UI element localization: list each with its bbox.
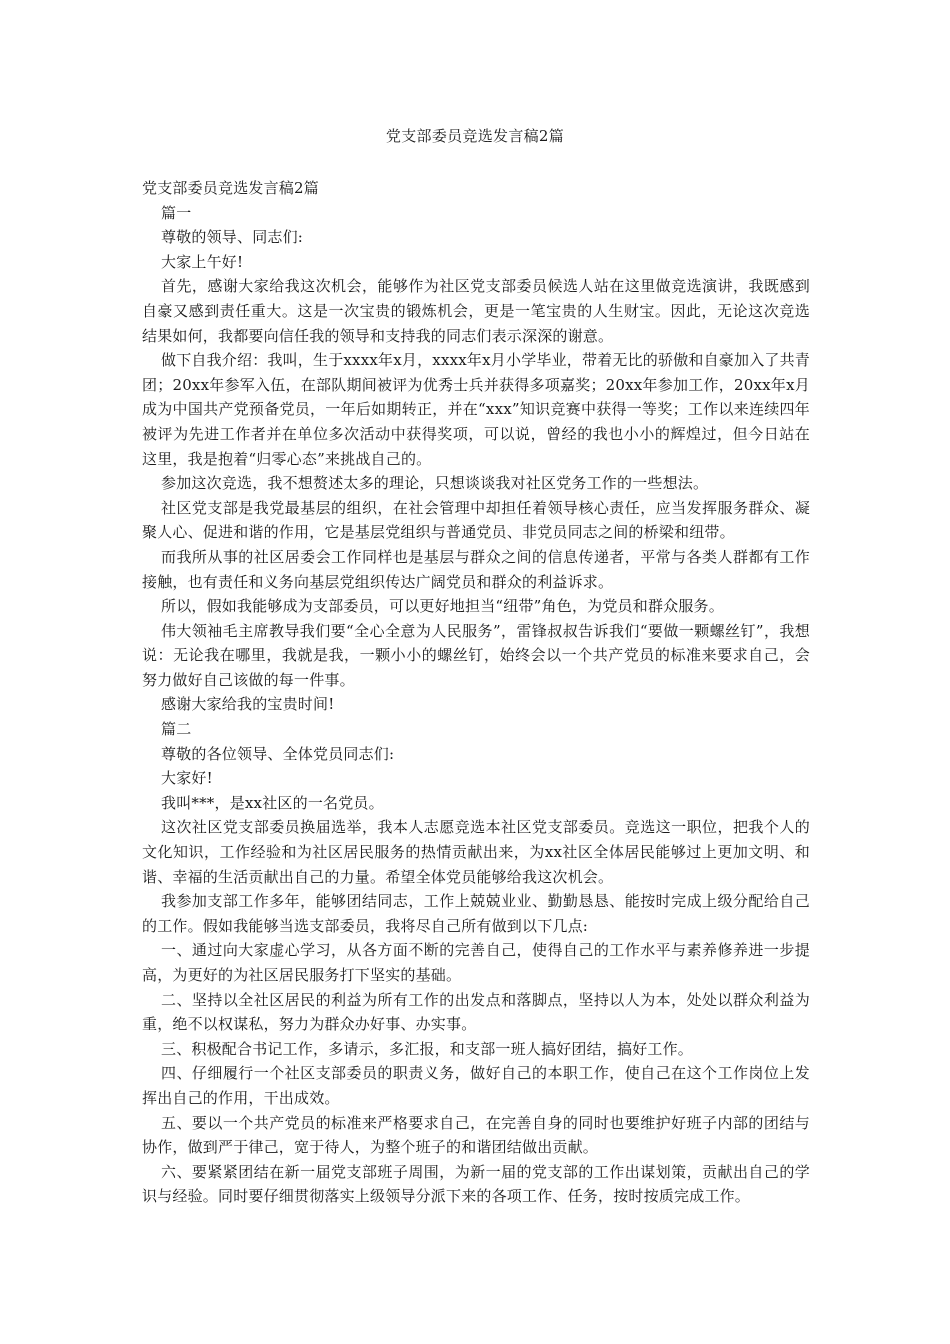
paragraph: 这次社区党支部委员换届选举，我本人志愿竞选本社区党支部委员。竞选这一职位，把我个人的文化知识，工作经验和为社区居民服务的热情贡献出来，为xx社区全体居民能够过上更加文明、和谐、幸福的生活贡献出自己的力量。希望全体党员能够给我这次机会。	[142, 818, 810, 886]
paragraph: 社区党支部是我党最基层的组织，在社会管理中却担任着领导核心责任，应当发挥服务群众、凝聚人心、促进和谐的作用，它是基层党组织与普通党员、非党员同志之间的桥梁和纽带。	[142, 498, 810, 542]
paragraph: 所以，假如我能够成为支部委员，可以更好地担当“纽带”角色，为党员和群众服务。	[161, 597, 724, 616]
salutation: 尊敬的各位领导、全体党员同志们:	[161, 744, 395, 763]
list-item: 一、通过向大家虚心学习，从各方面不断的完善自己，使得自己的工作水平与素养修养进一步提高，为更好的为社区居民服务打下坚实的基础。	[142, 941, 810, 984]
document-title: 党支部委员竞选发言稿2篇	[385, 127, 565, 145]
list-item: 二、坚持以全社区居民的利益为所有工作的出发点和落脚点，坚持以人为本，处处以群众利益为重，绝不以权谋私，努力为群众办好事、办实事。	[142, 990, 810, 1034]
list-item: 四、仔细履行一个社区支部委员的职责义务，做好自己的本职工作，使自己在这个工作岗位上发挥出自己的作用，干出成效。	[142, 1064, 810, 1107]
paragraph: 做下自我介绍：我叫，生于xxxx年x月，xxxx年x月小学毕业，带着无比的骄傲和自豪加入了共青团；20xx年参军入伍，在部队期间被评为优秀士兵并获得多项嘉奖；20xx年参加工作，20xx年x月成为中国共产党预备党员，一年后如期转正，并在“xxx”知识竞赛中获得一等奖；工作以来连续四年被评为先进工作者并在单位多次活动中获得奖项，可以说，曾经的我也小小的辉煌过，但今日站在这里，我是抱着“归零心态”来挑战自己的。	[142, 351, 810, 468]
paragraph: 我叫***，是xx社区的一名党员。	[161, 793, 384, 812]
salutation: 尊敬的领导、同志们:	[161, 228, 304, 247]
paragraph: 伟大领袖毛主席教导我们要“全心全意为人民服务”，雷锋叔叔告诉我们“要做一颗螺丝钉”，我想说：无论我在哪里，我就是我，一颗小小的螺丝钉，始终会以一个共产党员的标准来要求自己，会努力做好自己该做的每一件事。	[142, 621, 810, 689]
section-heading-1: 篇一	[161, 203, 192, 222]
document-subtitle: 党支部委员竞选发言稿2篇	[142, 179, 319, 197]
closing-line: 感谢大家给我的宝贵时间!	[161, 695, 335, 714]
paragraph: 参加这次竞选，我不想赘述太多的理论，只想谈谈我对社区党务工作的一些想法。	[161, 474, 709, 493]
paragraph: 首先，感谢大家给我这次机会，能够作为社区党支部委员候选人站在这里做竞选演讲，我既感到自豪又感到责任重大。这是一次宝贵的锻炼机会，更是一笔宝贵的人生财宝。因此，无论这次竞选结果如何，我都要向信任我的领导和支持我的同志们表示深深的谢意。	[142, 277, 810, 345]
section-heading-2: 篇二	[161, 720, 192, 739]
paragraph: 而我所从事的社区居委会工作同样也是基层与群众之间的信息传递者，平常与各类人群都有工作接触，也有责任和义务向基层党组织传达广阔党员和群众的利益诉求。	[142, 547, 810, 591]
greeting: 大家好!	[161, 769, 213, 788]
list-item: 三、积极配合书记工作，多请示，多汇报，和支部一班人搞好团结，搞好工作。	[161, 1039, 694, 1058]
document-body	[142, 176, 810, 1209]
paragraph: 我参加支部工作多年，能够团结同志，工作上兢兢业业、勤勤恳恳、能按时完成上级分配给自己的工作。假如我能够当选支部委员，我将尽自己所有做到以下几点:	[142, 892, 810, 935]
list-item: 六、要紧紧团结在新一届党支部班子周围，为新一届的党支部的工作出谋划策，贡献出自己的学识与经验。同时要仔细贯彻落实上级领导分派下来的各项工作、任务，按时按质完成工作。	[142, 1162, 810, 1206]
greeting: 大家上午好!	[161, 252, 244, 271]
list-item: 五、要以一个共产党员的标准来严格要求自己，在完善自身的同时也要维护好班子内部的团结与协作，做到严于律己，宽于待人，为整个班子的和谐团结做出贡献。	[142, 1113, 810, 1157]
